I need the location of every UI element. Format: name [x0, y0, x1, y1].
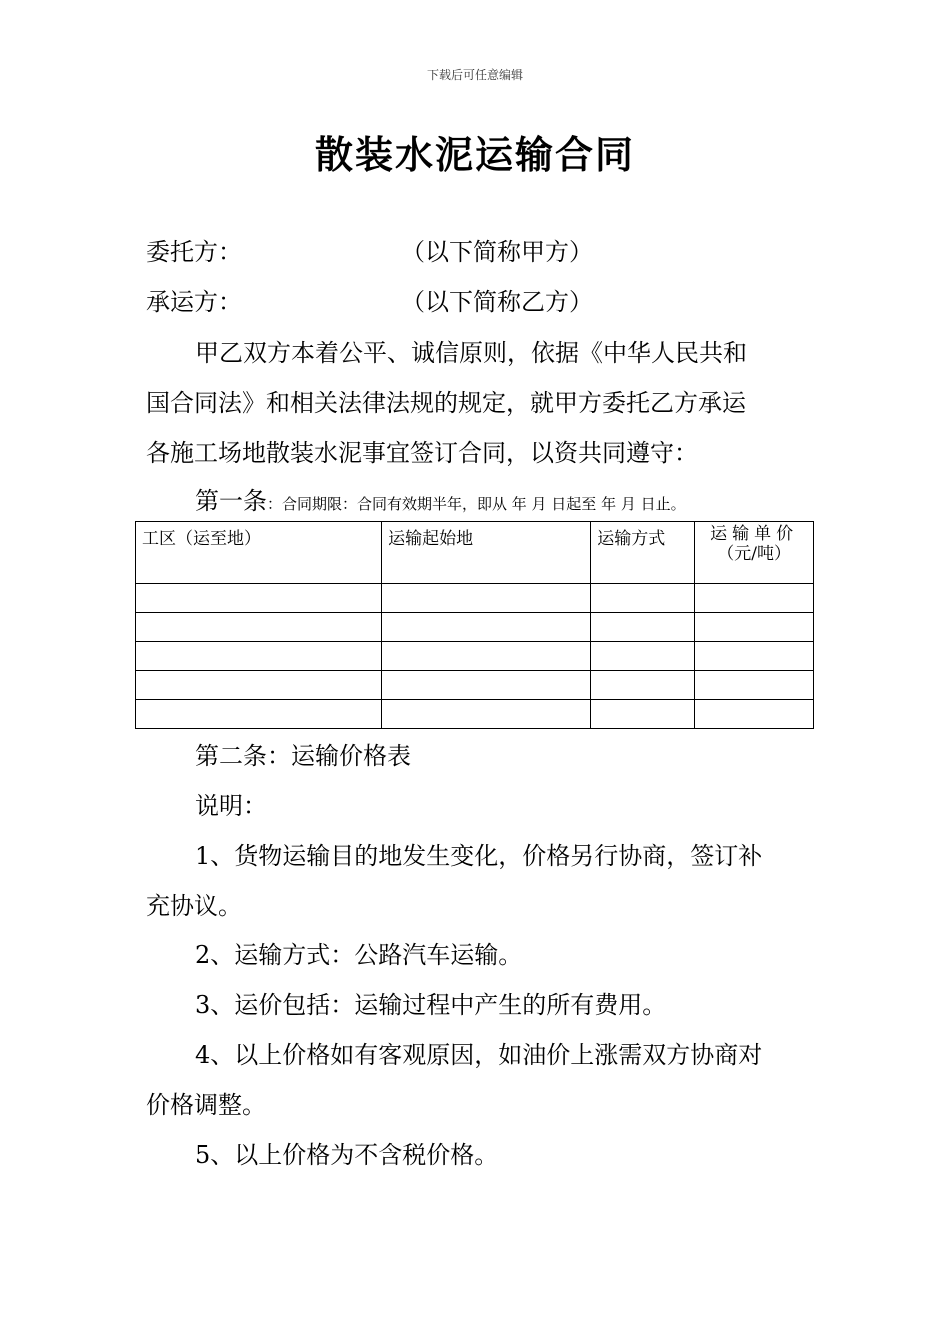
party-client: [146, 232, 593, 267]
party-carrier: [146, 282, 593, 317]
header-origin: 运输起始地: [382, 522, 591, 584]
header-unit-price-label: 运输单价: [710, 524, 799, 544]
table-cell[interactable]: [382, 584, 591, 613]
table-row: [136, 584, 814, 613]
table-cell[interactable]: [591, 671, 695, 700]
table-row: [136, 613, 814, 642]
table-cell[interactable]: [591, 613, 695, 642]
table-cell[interactable]: [382, 671, 591, 700]
intro-line: 甲乙双方本着公平、诚信原则，依据《中华人民共和: [195, 339, 747, 367]
table-cell[interactable]: [136, 642, 382, 671]
header-unit-price: [695, 522, 814, 584]
table-cell[interactable]: [695, 671, 814, 700]
table-row: [136, 642, 814, 671]
table-cell[interactable]: [591, 584, 695, 613]
note-item: 价格调整。: [146, 1091, 266, 1119]
header-destination: 工区（运至地）: [136, 522, 382, 584]
notes-label: 说明：: [195, 792, 267, 820]
party-client-note: （以下简称甲方）: [401, 238, 593, 266]
note-item: 4、以上价格如有客观原因，如油价上涨需双方协商对: [195, 1041, 763, 1069]
header-mode: 运输方式: [591, 522, 695, 584]
header-note: 下载后可任意编辑: [426, 68, 523, 82]
table-cell[interactable]: [382, 700, 591, 729]
note-item: 3、运价包括：运输过程中产生的所有费用。: [195, 991, 667, 1019]
table-cell[interactable]: [136, 584, 382, 613]
table-cell[interactable]: [695, 700, 814, 729]
intro-line: 国合同法》和相关法律法规的规定，就甲方委托乙方承运: [146, 389, 746, 417]
rate-table: [135, 521, 814, 729]
party-carrier-label: 承运方：: [146, 288, 242, 316]
party-client-label: 委托方：: [146, 238, 242, 266]
table-cell[interactable]: [136, 671, 382, 700]
note-item: 充协议。: [146, 892, 242, 920]
document-title: 散装水泥运输合同: [314, 132, 635, 177]
table-cell[interactable]: [136, 700, 382, 729]
note-item: 1、货物运输目的地发生变化，价格另行协商，签订补: [195, 842, 763, 870]
article-2: 第二条：运输价格表: [195, 742, 411, 770]
table-cell[interactable]: [591, 700, 695, 729]
table-cell[interactable]: [695, 584, 814, 613]
note-item: 5、以上价格为不含税价格。: [195, 1141, 499, 1169]
table-cell[interactable]: [695, 642, 814, 671]
article-1: [195, 481, 686, 516]
table-cell[interactable]: [591, 642, 695, 671]
table-header-row: [136, 522, 814, 584]
header-unit-price-unit: （元/吨）: [717, 544, 791, 564]
article-1-text: ：合同期限：合同有效期半年，即从 年 月 日起至 年 月 日止。: [267, 495, 686, 513]
table-cell[interactable]: [695, 613, 814, 642]
intro-line: 各施工场地散装水泥事宜签订合同，以资共同遵守：: [146, 439, 698, 467]
table-cell[interactable]: [136, 613, 382, 642]
note-item: 2、运输方式：公路汽车运输。: [195, 941, 523, 969]
table-cell[interactable]: [382, 642, 591, 671]
table-cell[interactable]: [382, 613, 591, 642]
article-1-heading: 第一条: [195, 487, 267, 515]
party-carrier-note: （以下简称乙方）: [401, 288, 593, 316]
table-row: [136, 671, 814, 700]
table-row: [136, 700, 814, 729]
